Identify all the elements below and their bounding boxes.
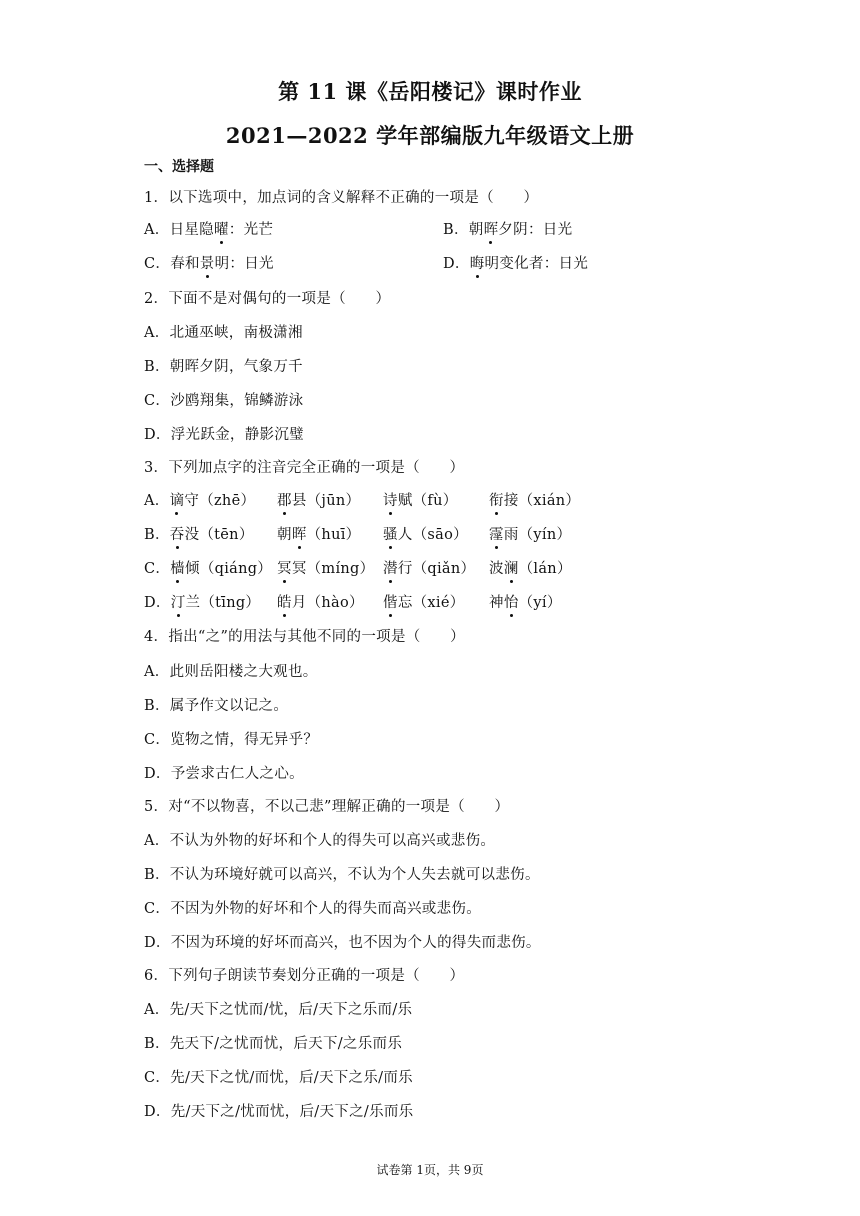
question-3-option-b: B．吞没（tēn） 朝晖（huī） 骚人（sāo） 霪雨（yín） [144,523,571,544]
question-2-option-a: A．北通巫峡，南极潇湘 [144,325,303,341]
question-6-option-c: C．先/天下之忧/而忧，后/天下之乐/而乐 [144,1070,413,1086]
question-6-option-d: D．先/天下之/忧而忧，后/天下之/乐而乐 [144,1104,414,1120]
question-5-option-a: A．不认为外物的好坏和个人的得失可以高兴或悲伤。 [144,833,496,849]
question-3-option-c: C．樯倾（qiáng） 冥冥（míng） 潜行（qiǎn） 波澜（lán） [144,557,572,578]
question-2-stem: 2．下面不是对偶句的一项是（ ） [144,291,391,307]
question-3-option-d: D．汀兰（tīng） 皓月（hào） 偕忘（xié） 神怡（yí） [144,591,562,612]
question-1-option-c: C．春和景明：日光 [144,252,274,273]
question-6-option-b: B．先天下/之忧而忧，后天下/之乐而乐 [144,1036,403,1052]
section-heading: 一、选择题 [144,159,214,175]
question-3-stem: 3．下列加点字的注音完全正确的一项是（ ） [144,460,465,476]
page-title: 第 11 课《岳阳楼记》课时作业 [278,79,582,104]
question-2-option-b: B．朝晖夕阴，气象万千 [144,359,303,375]
question-5-option-c: C．不因为外物的好坏和个人的得失而高兴或悲伤。 [144,901,481,917]
question-2-option-c: C．沙鸥翔集，锦鳞游泳 [144,393,304,409]
question-5-stem: 5．对“不以物喜，不以己悲”理解正确的一项是（ ） [144,799,510,815]
question-1-stem: 1．以下选项中，加点词的含义解释不正确的一项是（ ） [144,190,539,206]
question-5-option-b: B．不认为环境好就可以高兴，不认为个人失去就可以悲伤。 [144,867,540,883]
question-4-option-b: B．属予作文以记之。 [144,698,289,714]
question-1-option-b: B．朝晖夕阴：日光 [443,218,572,239]
question-1-option-a: A．日星隐曜：光芒 [144,218,273,239]
question-4-option-a: A．此则岳阳楼之大观也。 [144,664,318,680]
page-subtitle: 2021—2022 学年部编版九年级语文上册 [225,123,635,148]
question-4-stem: 4．指出“之”的用法与其他不同的一项是（ ） [144,629,465,645]
question-6-stem: 6．下列句子朗读节奏划分正确的一项是（ ） [144,968,465,984]
question-4-option-c: C．览物之情，得无异乎？ [144,732,319,748]
question-6-option-a: A．先/天下之忧而/忧，后/天下之乐而/乐 [144,1002,413,1018]
page-footer: 试卷第 1页，共 9页 [376,1163,484,1177]
question-4-option-d: D．予尝求古仁人之心。 [144,766,304,782]
question-5-option-d: D．不因为环境的好坏而高兴，也不因为个人的得失而悲伤。 [144,935,541,951]
question-3-option-a: A．谪守（zhē） 郡县（jūn） 诗赋（fù） 衔接（xián） [144,489,580,510]
question-2-option-d: D．浮光跃金，静影沉璧 [144,427,304,443]
question-1-option-d: D．晦明变化者：日光 [443,252,588,273]
